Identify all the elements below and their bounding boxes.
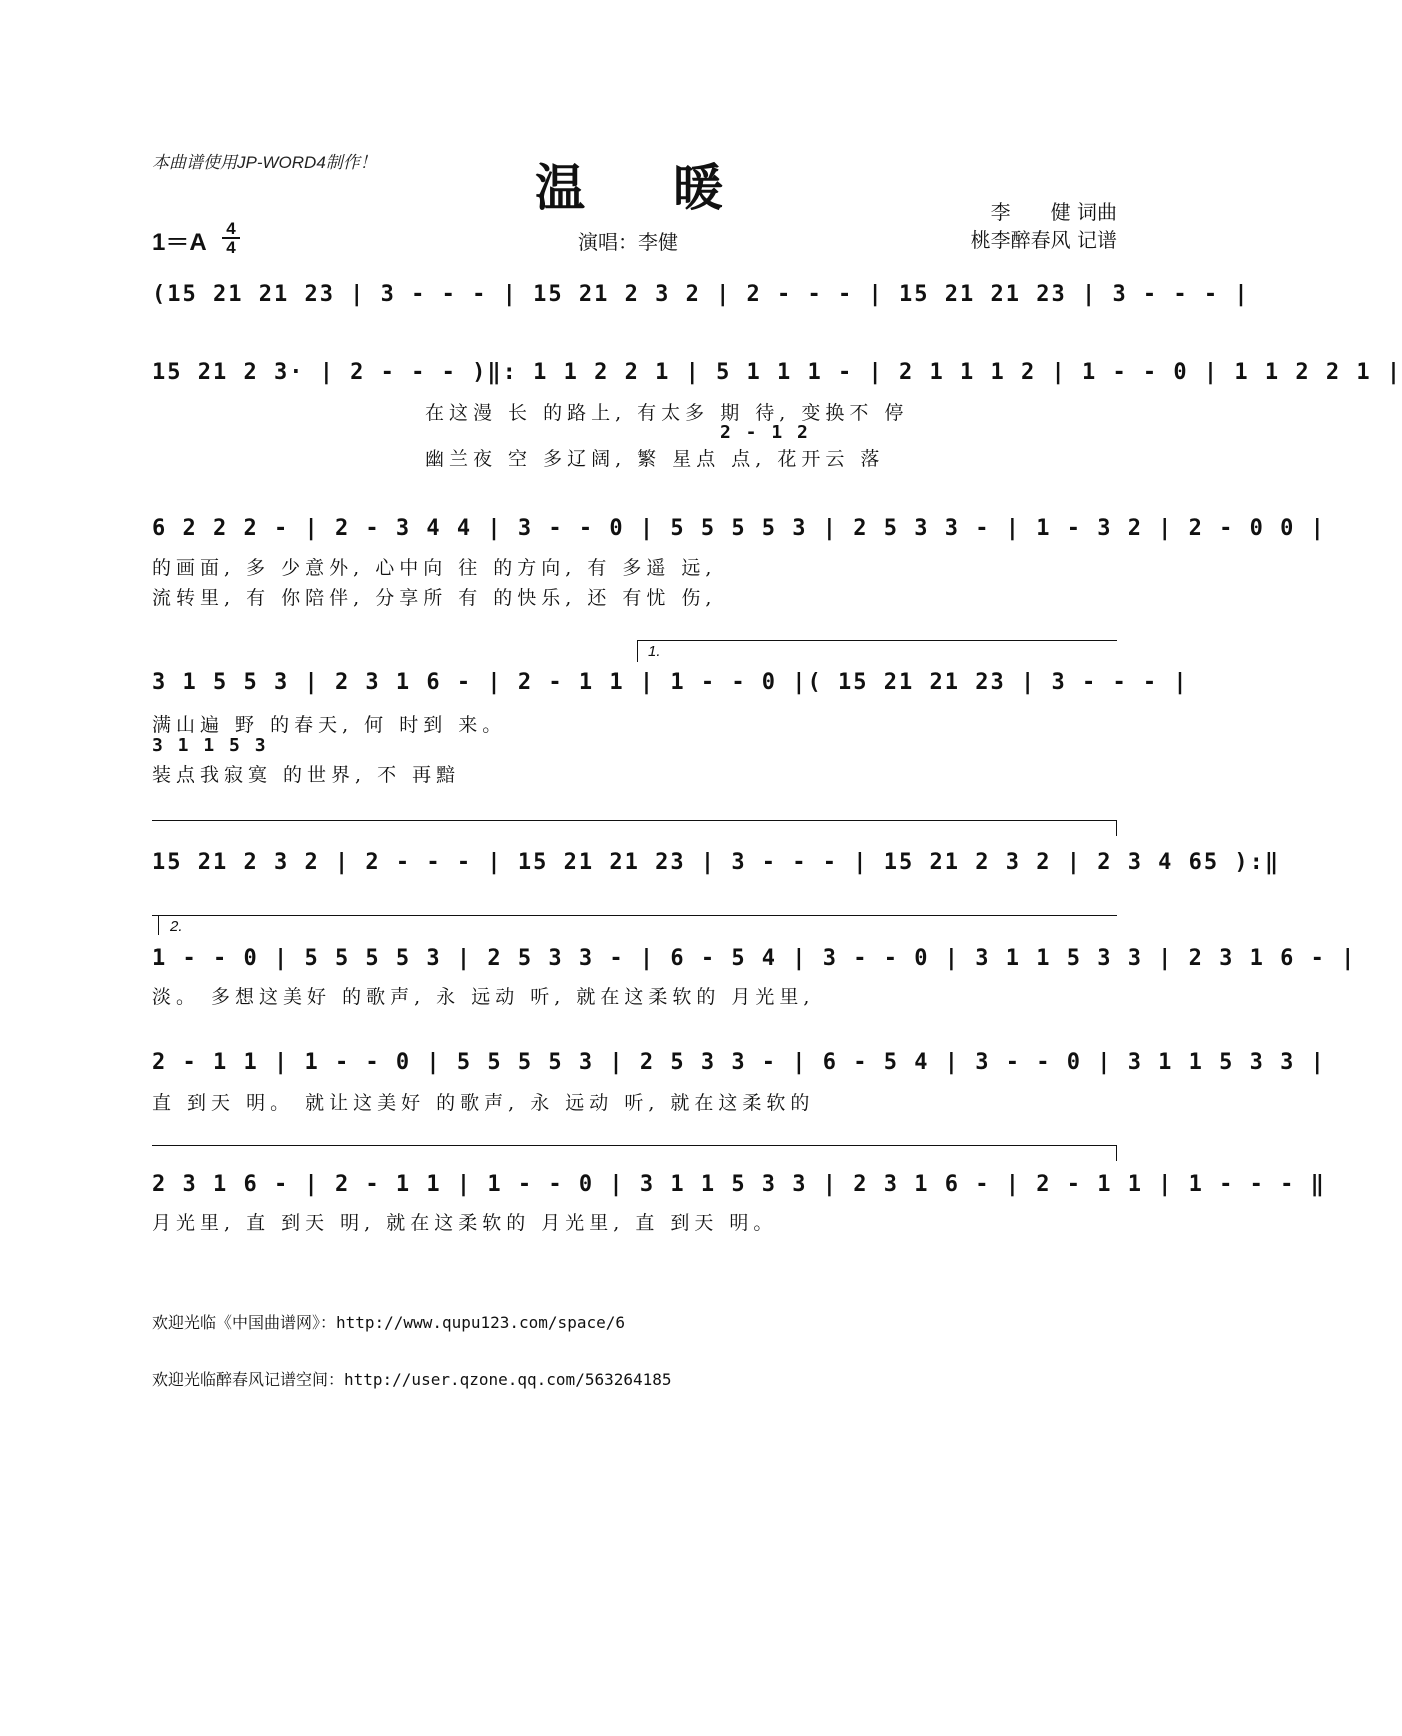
time-signature-bottom: 4	[222, 237, 240, 256]
author-credit: 李 健 词曲	[990, 200, 1117, 224]
lyrics-line-4-verse-1: 满山遍 野 的春天, 何 时到 来。	[152, 714, 507, 736]
volta-2-continuation	[152, 1145, 1117, 1146]
time-signature-top: 4	[226, 219, 236, 238]
notation-line-8: 2 3 1 6 - | 2 - 1 1 | 1 - - 0 | 3 1 1 5 3 3 | 2 3 1 6 - | 2 - 1 1 | 1 - - - ‖	[152, 1172, 1326, 1197]
transcriber-credit: 桃李醉春风 记谱	[970, 228, 1117, 252]
footer-link-qzone[interactable]: 欢迎光临醉春风记谱空间：http://user.qzone.qq.com/563264185	[152, 1370, 672, 1389]
notation-line-4-alt: 3 1 1 5 3	[152, 735, 268, 756]
software-credit: 本曲谱使用JP-WORD4制作！	[152, 153, 377, 172]
volta-1-continuation	[152, 820, 1117, 821]
notation-line-5: 15 21 2 3 2 | 2 - - - | 15 21 21 23 | 3 - - - | 15 21 2 3 2 | 2 3 4 65 ):‖	[152, 850, 1281, 875]
volta-1-tick	[637, 640, 638, 662]
song-title: 温暖	[535, 158, 811, 217]
volta-2-bracket	[152, 915, 1117, 916]
volta-1-label: 1.	[648, 643, 661, 660]
volta-2-label: 2.	[170, 918, 183, 935]
lyrics-line-3-verse-1: 的画面, 多 少意外, 心中向 往 的方向, 有 多遥 远,	[152, 557, 717, 579]
volta-1-end-tick	[1116, 820, 1117, 836]
volta-2-end-tick	[1116, 1145, 1117, 1161]
lyrics-line-7: 直 到天 明。 就让这美好 的歌声, 永 远动 听, 就在这柔软的	[152, 1092, 815, 1114]
notation-line-2: 15 21 2 3· | 2 - - - )‖: 1 1 2 2 1 | 5 1 1 1 - | 2 1 1 1 2 | 1 - - 0 | 1 1 2 2 1 |	[152, 360, 1402, 385]
lyrics-line-4-verse-2: 装点我寂寞 的世界, 不 再黯	[152, 764, 461, 786]
volta-2-tick	[158, 915, 159, 935]
notation-line-7: 2 - 1 1 | 1 - - 0 | 5 5 5 5 3 | 2 5 3 3 - | 6 - 5 4 | 3 - - 0 | 3 1 1 5 3 3 |	[152, 1050, 1326, 1075]
lyrics-line-3-verse-2: 流转里, 有 你陪伴, 分享所 有 的快乐, 还 有忧 伤,	[152, 587, 717, 609]
lyrics-line-8: 月光里, 直 到天 明, 就在这柔软的 月光里, 直 到天 明。	[152, 1212, 778, 1234]
lyrics-line-6: 淡。 多想这美好 的歌声, 永 远动 听, 就在这柔软的 月光里,	[152, 986, 815, 1008]
lyrics-line-2-verse-2: 幽兰夜 空 多辽阔, 繁 星点 点, 花开云 落	[425, 448, 885, 470]
notation-line-3: 6 2 2 2 - | 2 - 3 4 4 | 3 - - 0 | 5 5 5 5 3 | 2 5 3 3 - | 1 - 3 2 | 2 - 0 0 |	[152, 516, 1326, 541]
notation-line-4: 3 1 5 5 3 | 2 3 1 6 - | 2 - 1 1 | 1 - - 0 |( 15 21 21 23 | 3 - - - |	[152, 670, 1189, 695]
singer-credit: 演唱：李健	[578, 230, 678, 254]
notation-line-1: (15 21 21 23 | 3 - - - | 15 21 2 3 2 | 2 - - - | 15 21 21 23 | 3 - - - |	[152, 282, 1250, 307]
notation-line-2-alt: 2 - 1 2	[720, 422, 810, 443]
notation-line-6: 1 - - 0 | 5 5 5 5 3 | 2 5 3 3 - | 6 - 5 4 | 3 - - 0 | 3 1 1 5 3 3 | 2 3 1 6 - |	[152, 946, 1357, 971]
time-signature	[222, 220, 240, 256]
volta-1-bracket	[637, 640, 1117, 641]
footer-link-qupu[interactable]: 欢迎光临《中国曲谱网》：http://www.qupu123.com/space/6	[152, 1313, 625, 1332]
key-signature: 1＝A	[152, 229, 207, 256]
lyrics-line-2-verse-1: 在这漫 长 的路上, 有太多 期 待, 变换不 停	[425, 402, 909, 424]
